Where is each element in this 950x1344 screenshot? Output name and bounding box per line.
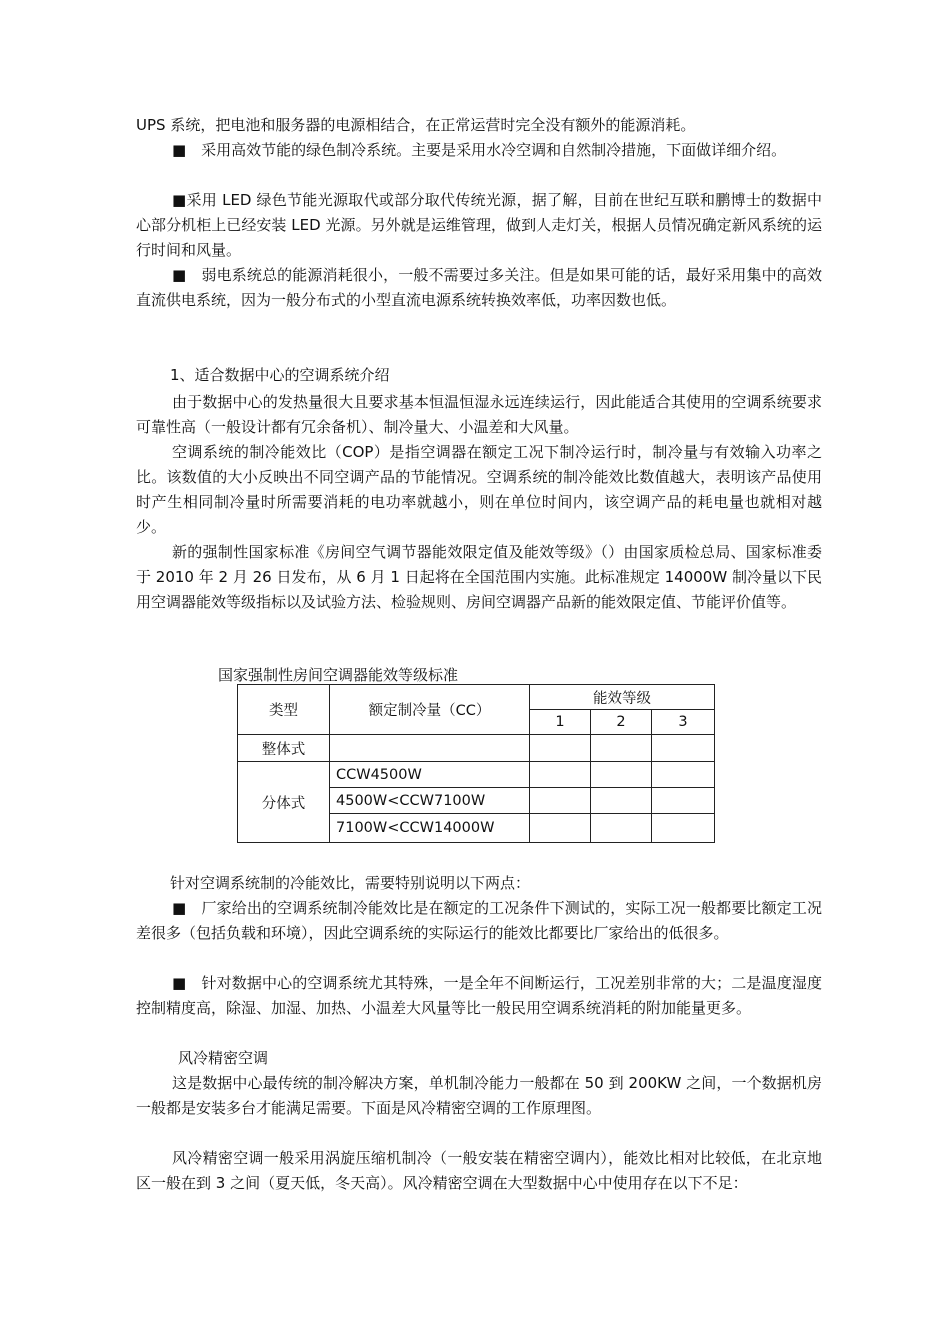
paragraph-traditional-solution: 这是数据中心最传统的制冷解决方案，单机制冷能力一般都在 50 到 200KW 之间，一个数据机房一般都是安装多台才能满足需要。下面是风冷精密空调的工作原理图。 [136, 1074, 822, 1117]
header-type: 类型 [238, 685, 330, 735]
row-split-unit: 分体式 [238, 762, 330, 843]
paragraph-rated-conditions: ■ 厂家给出的空调系统制冷能效比是在额定的工况条件下测试的，实际工况一般都要比额定工况差很多（包括负载和环境），因此空调系统的实际运行的能效比都要比厂家给出的低很多。 [136, 899, 822, 942]
paragraph-weak-current: ■ 弱电系统总的能源消耗很小，一般不需要过多关注。但是如果可能的话，最好采用集中的高效直流供电系统，因为一般分布式的小型直流电源系统转换效率低，功率因数也低。 [136, 266, 822, 309]
paragraph-led-lighting: ■采用 LED 绿色节能光源取代或部分取代传统光源，据了解，目前在世纪互联和鹏博士的数据中心部分机柜上已经安装 LED 光源。另外就是运维管理，做到人走灯关，根据人员情况确定新风系统的运行时间和风量。 [136, 191, 822, 259]
cell-empty [652, 814, 715, 843]
cell-empty [530, 814, 591, 843]
paragraph-cooling-system: ■ 采用高效节能的绿色制冷系统。主要是采用水冷空调和自然制冷措施，下面做详细介绍。 [172, 141, 787, 159]
split-range: 7100W<CCW14000W [330, 814, 530, 843]
table-caption: 国家强制性房间空调器能效等级标准 [218, 666, 459, 684]
split-range: 4500W<CCW7100W [330, 788, 530, 814]
split-range: CCW4500W [330, 762, 530, 788]
paragraph-two-points-intro: 针对空调系统制的冷能效比，需要特别说明以下两点： [170, 874, 531, 892]
paragraph-ups: UPS 系统，把电池和服务器的电源相结合，在正常运营时完全没有额外的能源消耗。 [136, 116, 696, 134]
grade-1: 1 [530, 710, 591, 735]
cell-empty [530, 788, 591, 814]
header-capacity: 额定制冷量（CC） [330, 685, 530, 735]
cell-empty [591, 762, 652, 788]
grade-2: 2 [591, 710, 652, 735]
row-whole-unit: 整体式 [238, 735, 330, 762]
paragraph-datacenter-special: ■ 针对数据中心的空调系统尤其特殊，一是全年不间断运行，工况差别非常的大；二是温度湿度控制精度高，除湿、加湿、加热、小温差大风量等比一般民用空调系统消耗的附加能量更多。 [136, 974, 822, 1017]
cell-empty [652, 735, 715, 762]
cell-empty [591, 735, 652, 762]
cell-empty [591, 814, 652, 843]
cell-empty [330, 735, 530, 762]
section-heading-ac-intro: 1、适合数据中心的空调系统介绍 [170, 366, 390, 384]
section-heading-air-cooled: 风冷精密空调 [178, 1049, 269, 1067]
cell-empty [591, 788, 652, 814]
cell-empty [530, 762, 591, 788]
efficiency-grade-table [237, 684, 715, 843]
header-grade: 能效等级 [530, 685, 715, 710]
cell-empty [652, 762, 715, 788]
paragraph-cop: 空调系统的制冷能效比（COP）是指空调器在额定工况下制冷运行时，制冷量与有效输入功率之比。该数值的大小反映出不同空调产品的节能情况。空调系统的制冷能效比数值越大，表明该产品使用时产生相同制冷量时所需要消耗的电功率就越小，则在单位时间内，该空调产品的耗电量也就相对越少。 [136, 443, 822, 536]
paragraph-scroll-compressor: 风冷精密空调一般采用涡旋压缩机制冷（一般安装在精密空调内），能效比相对比较低，在北京地区一般在到 3 之间（夏天低，冬天高）。风冷精密空调在大型数据中心中使用存在以下不足： [136, 1149, 822, 1192]
paragraph-national-standard: 新的强制性国家标准《房间空气调节器能效限定值及能效等级》（）由国家质检总局、国家标准委于 2010 年 2 月 26 日发布，从 6 月 1 日起将在全国范围内实施。此标准规定 14000W 制冷量以下民用空调器能效等级指标以及试验方法、检验规则、房间空调器产品新的能效限定值、节能评价值等。 [136, 543, 822, 611]
cell-empty [652, 788, 715, 814]
cell-empty [530, 735, 591, 762]
grade-3: 3 [652, 710, 715, 735]
paragraph-heat-load: 由于数据中心的发热量很大且要求基本恒温恒湿永远连续运行，因此能适合其使用的空调系统要求可靠性高（一般设计都有冗余备机）、制冷量大、小温差和大风量。 [136, 393, 822, 436]
